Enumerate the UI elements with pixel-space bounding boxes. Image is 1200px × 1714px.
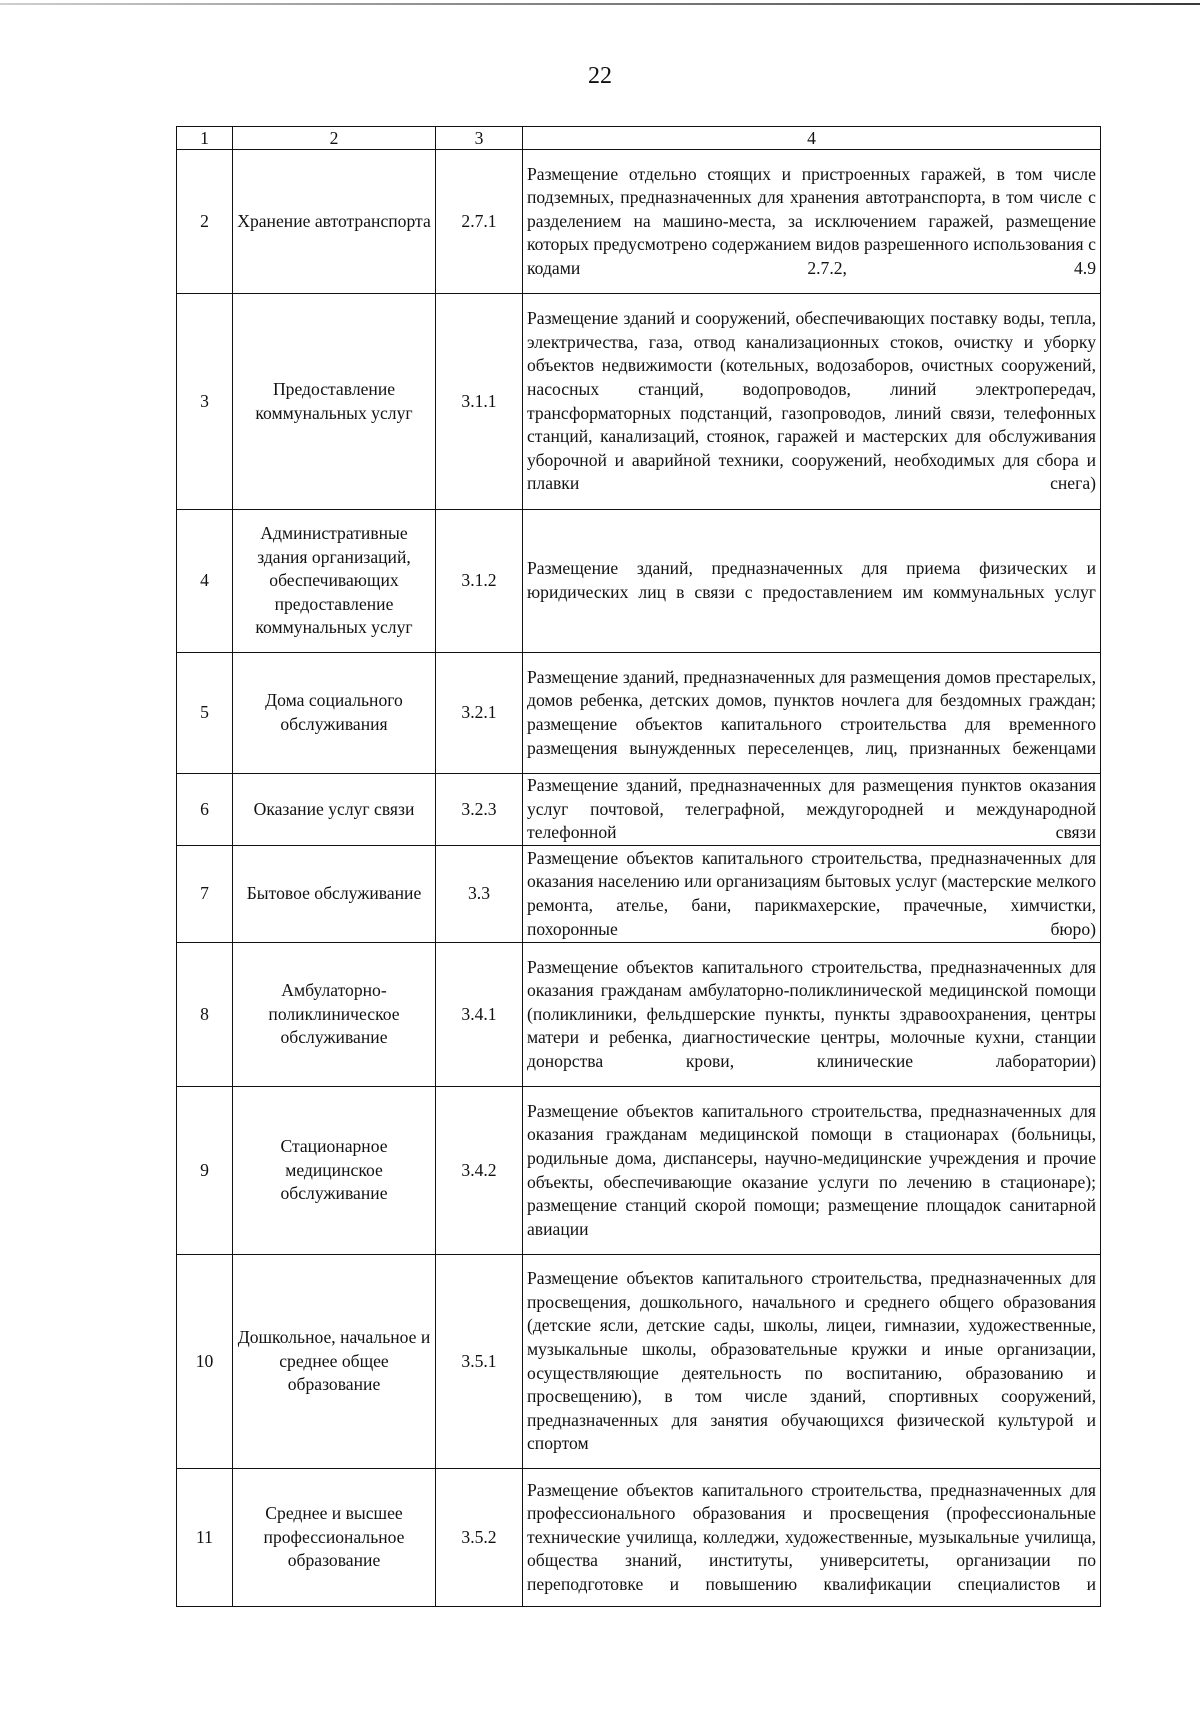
use-type-description: Размещение зданий, предназначенных для размещения пунктов оказания услуг почтовой, телеграфной, междугородней и международной телефонной связи xyxy=(523,774,1101,846)
table-header-row xyxy=(177,127,1101,150)
use-type-code: 2.7.1 xyxy=(436,150,523,294)
scan-edge-line xyxy=(0,3,1200,5)
use-type-name: Предоставление коммунальных услуг xyxy=(233,294,436,510)
table-row xyxy=(177,150,1101,294)
page-number: 22 xyxy=(588,63,612,89)
row-number: 8 xyxy=(177,943,233,1087)
use-type-name: Среднее и высшее профессиональное образование xyxy=(233,1469,436,1607)
use-type-code: 3.1.1 xyxy=(436,294,523,510)
use-type-code: 3.4.1 xyxy=(436,943,523,1087)
column-header-description: 4 xyxy=(523,127,1101,150)
use-type-description: Размещение объектов капитального строительства, предназначенных для оказания населению или организациям бытовых услуг (мастерские мелкого ремонта, ателье, бани, парикмахерские, прачечные, химчистки, похоронные бюро) xyxy=(523,846,1101,943)
use-type-name: Амбулаторно-поликлиническое обслуживание xyxy=(233,943,436,1087)
table-row xyxy=(177,1087,1101,1255)
use-type-description: Размещение зданий, предназначенных для приема физических и юридических лиц в связи с предоставлением им коммунальных услуг xyxy=(523,510,1101,653)
table-row xyxy=(177,846,1101,943)
table-row xyxy=(177,943,1101,1087)
column-header-number: 1 xyxy=(177,127,233,150)
use-type-name: Бытовое обслуживание xyxy=(233,846,436,943)
row-number: 10 xyxy=(177,1255,233,1469)
use-type-name: Оказание услуг связи xyxy=(233,774,436,846)
row-number: 4 xyxy=(177,510,233,653)
use-type-description: Размещение зданий и сооружений, обеспечивающих поставку воды, тепла, электричества, газа, отвод канализационных стоков, очистку и уборку объектов недвижимости (котельных, водозаборов, очистных сооружений, насосных станций, водопроводов, линий электропередач, трансформаторных подстанций, газопроводов, линий связи, телефонных станций, канализаций, стоянок, гаражей и мастерских для обслуживания уборочной и аварийной техники, сооружений, необходимых для сбора и плавки снега) xyxy=(523,294,1101,510)
table-row xyxy=(177,294,1101,510)
use-type-name: Стационарное медицинское обслуживание xyxy=(233,1087,436,1255)
use-type-code: 3.3 xyxy=(436,846,523,943)
table-row xyxy=(177,653,1101,774)
use-type-code: 3.1.2 xyxy=(436,510,523,653)
use-type-description: Размещение объектов капитального строительства, предназначенных для профессионального образования и просвещения (профессиональные технические училища, колледжи, художественные, музыкальные училища, общества знаний, институты, университеты, организации по переподготовке и повышению квалификации специалистов и xyxy=(523,1469,1101,1607)
use-type-name: Дошкольное, начальное и среднее общее образование xyxy=(233,1255,436,1469)
table-row xyxy=(177,1469,1101,1607)
table-row xyxy=(177,774,1101,846)
use-type-description: Размещение объектов капитального строительства, предназначенных для оказания гражданам амбулаторно-поликлинической медицинской помощи (поликлиники, фельдшерские пункты, пункты здравоохранения, центры матери и ребенка, диагностические центры, молочные кухни, станции донорства крови, клинические лаборатории) xyxy=(523,943,1101,1087)
table-row xyxy=(177,1255,1101,1469)
use-type-name: Административные здания организаций, обеспечивающих предоставление коммунальных услуг xyxy=(233,510,436,653)
use-type-description: Размещение объектов капитального строительства, предназначенных для оказания гражданам медицинской помощи в стационарах (больницы, родильные дома, диспансеры, научно-медицинские учреждения и прочие объекты, обеспечивающие оказание услуги по лечению в стационаре); размещение станций скорой помощи; размещение площадок санитарной авиации xyxy=(523,1087,1101,1255)
row-number: 2 xyxy=(177,150,233,294)
row-number: 6 xyxy=(177,774,233,846)
column-header-name: 2 xyxy=(233,127,436,150)
use-type-code: 3.2.3 xyxy=(436,774,523,846)
land-use-table xyxy=(176,126,1101,1607)
use-type-description: Размещение объектов капитального строительства, предназначенных для просвещения, дошкольного, начального и среднего общего образования (детские ясли, детские сады, школы, лицеи, гимназии, художественные, музыкальные школы, образовательные кружки и иные организации, осуществляющие деятельность по воспитанию, образованию и просвещению), в том числе зданий, спортивных сооружений, предназначенных для занятия обучающихся физической культурой и спортом xyxy=(523,1255,1101,1469)
use-type-code: 3.5.1 xyxy=(436,1255,523,1469)
row-number: 7 xyxy=(177,846,233,943)
row-number: 9 xyxy=(177,1087,233,1255)
use-type-description: Размещение отдельно стоящих и пристроенных гаражей, в том числе подземных, предназначенных для хранения автотранспорта, в том числе с разделением на машино-места, за исключением гаражей, размещение которых предусмотрено содержанием видов разрешенного использования с кодами 2.7.2, 4.9 xyxy=(523,150,1101,294)
use-type-code: 3.2.1 xyxy=(436,653,523,774)
use-type-description: Размещение зданий, предназначенных для размещения домов престарелых, домов ребенка, детских домов, пунктов ночлега для бездомных граждан; размещение объектов капитального строительства для временного размещения вынужденных переселенцев, лиц, признанных беженцами xyxy=(523,653,1101,774)
use-type-name: Дома социального обслуживания xyxy=(233,653,436,774)
table-row xyxy=(177,510,1101,653)
row-number: 11 xyxy=(177,1469,233,1607)
use-type-name: Хранение автотранспорта xyxy=(233,150,436,294)
use-type-code: 3.5.2 xyxy=(436,1469,523,1607)
row-number: 3 xyxy=(177,294,233,510)
row-number: 5 xyxy=(177,653,233,774)
use-type-code: 3.4.2 xyxy=(436,1087,523,1255)
column-header-code: 3 xyxy=(436,127,523,150)
